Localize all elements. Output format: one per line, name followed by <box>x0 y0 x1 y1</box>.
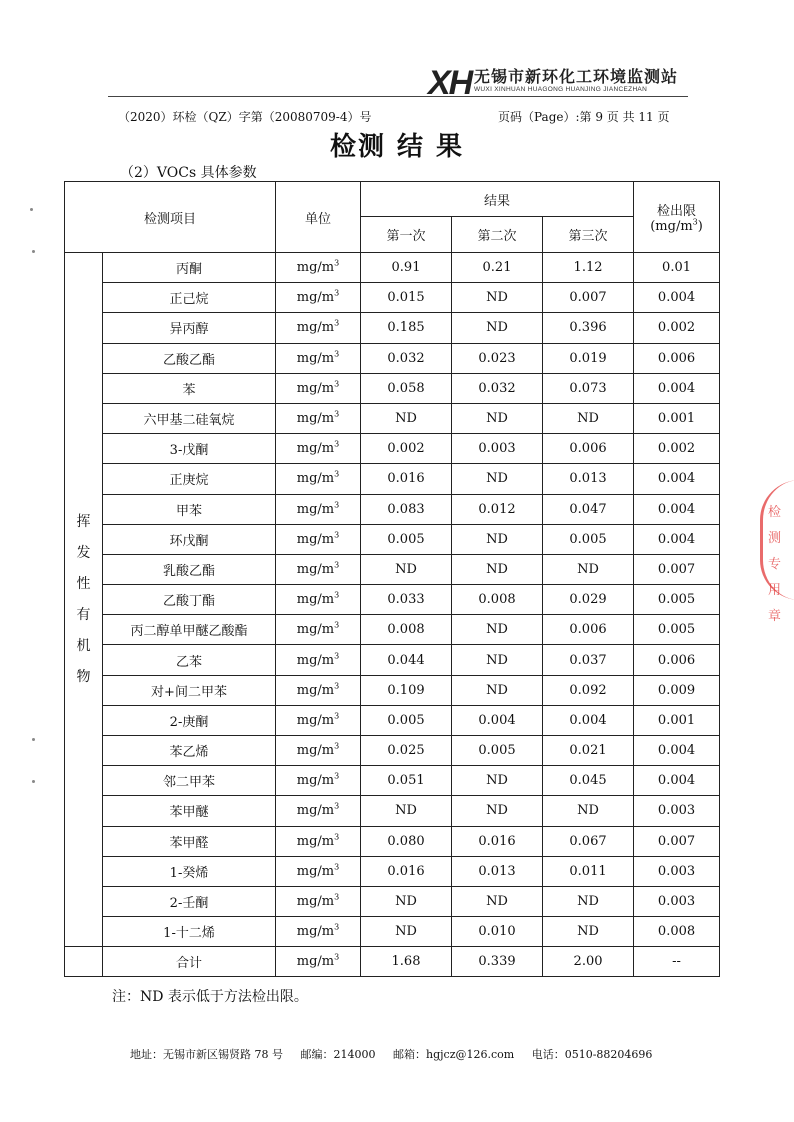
table-row <box>65 645 720 675</box>
unit-cell: $mg/m^3$ <box>276 705 361 735</box>
unit-cell: $mg/m^3$ <box>276 856 361 886</box>
total-label: 合计 <box>103 947 276 977</box>
table-row <box>65 736 720 766</box>
scan-speck <box>30 208 33 211</box>
result-run-3: 0.021 <box>543 736 634 766</box>
detection-limit: 0.004 <box>634 524 720 554</box>
table-row <box>65 253 720 283</box>
detection-limit: 0.003 <box>634 886 720 916</box>
result-run-3: 0.004 <box>543 705 634 735</box>
page-number: 页码（Page）:第 9 页 共 11 页 <box>498 110 670 124</box>
unit-cell: $mg/m^3$ <box>276 494 361 524</box>
result-run-1: ND <box>361 403 452 433</box>
item-name: 2-庚酮 <box>103 705 276 735</box>
header-limit-label: 检出限 <box>657 204 697 219</box>
item-name: 环戊酮 <box>103 524 276 554</box>
item-name: 乙酸乙酯 <box>103 343 276 373</box>
detection-limit: 0.004 <box>634 494 720 524</box>
result-run-3: ND <box>543 886 634 916</box>
table-row <box>65 343 720 373</box>
scan-speck <box>32 738 35 741</box>
result-run-2: 0.032 <box>452 373 543 403</box>
detection-limit: 0.007 <box>634 554 720 584</box>
detection-limit: 0.006 <box>634 645 720 675</box>
unit-cell: $mg/m^3$ <box>276 826 361 856</box>
result-run-3: ND <box>543 796 634 826</box>
result-run-1: 0.008 <box>361 615 452 645</box>
unit-cell: $mg/m^3$ <box>276 283 361 313</box>
table-row <box>65 554 720 584</box>
result-run-1: ND <box>361 917 452 947</box>
result-run-1: 0.015 <box>361 283 452 313</box>
result-run-3: ND <box>543 403 634 433</box>
header-run-3: 第三次 <box>543 217 634 253</box>
item-name: 邻二甲苯 <box>103 766 276 796</box>
unit-cell: $mg/m^3$ <box>276 313 361 343</box>
table-header-row <box>65 182 720 217</box>
result-run-1: 0.109 <box>361 675 452 705</box>
result-run-2: ND <box>452 766 543 796</box>
table-row <box>65 373 720 403</box>
item-name: 对+间二甲苯 <box>103 675 276 705</box>
detection-limit: 0.004 <box>634 283 720 313</box>
footnote: 注：ND 表示低于方法检出限。 <box>112 989 308 1005</box>
item-name: 2-壬酮 <box>103 886 276 916</box>
result-run-1: 0.025 <box>361 736 452 766</box>
unit-cell: $mg/m^3$ <box>276 947 361 977</box>
header-unit: 单位 <box>276 182 361 253</box>
total-category-blank <box>65 947 103 977</box>
result-run-1: 0.016 <box>361 856 452 886</box>
total-run-3: 2.00 <box>543 947 634 977</box>
unit-cell: $mg/m^3$ <box>276 886 361 916</box>
detection-limit: 0.004 <box>634 766 720 796</box>
detection-limit: 0.003 <box>634 856 720 886</box>
detection-limit: 0.007 <box>634 826 720 856</box>
category-cell <box>65 253 103 947</box>
table-row <box>65 675 720 705</box>
result-run-3: 0.037 <box>543 645 634 675</box>
total-run-2: 0.339 <box>452 947 543 977</box>
result-run-3: 0.073 <box>543 373 634 403</box>
unit-cell: $mg/m^3$ <box>276 373 361 403</box>
result-run-2: ND <box>452 886 543 916</box>
table-row <box>65 313 720 343</box>
unit-cell: $mg/m^3$ <box>276 554 361 584</box>
item-name: 正己烷 <box>103 283 276 313</box>
result-run-1: 0.002 <box>361 434 452 464</box>
seal-stamp-text: 检测专用章 <box>768 505 782 624</box>
footer-address: 地址：无锡市新区锡贤路 78 号 <box>130 1048 283 1061</box>
unit-cell: $mg/m^3$ <box>276 615 361 645</box>
voc-results-table <box>64 181 720 977</box>
item-name: 甲苯 <box>103 494 276 524</box>
table-row <box>65 886 720 916</box>
item-name: 六甲基二硅氧烷 <box>103 403 276 433</box>
detection-limit: 0.01 <box>634 253 720 283</box>
total-row <box>65 947 720 977</box>
scan-speck <box>32 250 35 253</box>
total-limit: -- <box>634 947 720 977</box>
result-run-2: ND <box>452 403 543 433</box>
item-name: 正庚烷 <box>103 464 276 494</box>
result-run-3: 0.092 <box>543 675 634 705</box>
result-run-3: 0.029 <box>543 585 634 615</box>
detection-limit: 0.002 <box>634 313 720 343</box>
item-name: 苯乙烯 <box>103 736 276 766</box>
header-limit-unit: $(mg/m^3)$ <box>650 217 703 234</box>
total-run-1: 1.68 <box>361 947 452 977</box>
unit-cell: $mg/m^3$ <box>276 917 361 947</box>
result-run-2: ND <box>452 645 543 675</box>
result-run-2: 0.003 <box>452 434 543 464</box>
unit-cell: $mg/m^3$ <box>276 766 361 796</box>
item-name: 乳酸乙酯 <box>103 554 276 584</box>
scan-speck <box>32 780 35 783</box>
table-row <box>65 705 720 735</box>
header-item: 检测项目 <box>65 182 276 253</box>
footer-postcode: 邮编：214000 <box>300 1048 376 1061</box>
result-run-1: 0.005 <box>361 524 452 554</box>
result-run-3: 0.045 <box>543 766 634 796</box>
item-name: 苯甲醛 <box>103 826 276 856</box>
result-run-1: 0.91 <box>361 253 452 283</box>
detection-limit: 0.003 <box>634 796 720 826</box>
detection-limit: 0.004 <box>634 373 720 403</box>
footer-email: 邮箱：hgjcz@126.com <box>393 1048 515 1061</box>
item-name: 丙酮 <box>103 253 276 283</box>
result-run-3: 0.019 <box>543 343 634 373</box>
result-run-3: 0.006 <box>543 434 634 464</box>
result-run-3: 0.396 <box>543 313 634 343</box>
table-row <box>65 615 720 645</box>
item-name: 1-十二烯 <box>103 917 276 947</box>
result-run-1: 0.185 <box>361 313 452 343</box>
result-run-2: 0.21 <box>452 253 543 283</box>
detection-limit: 0.004 <box>634 464 720 494</box>
item-name: 3-戊酮 <box>103 434 276 464</box>
result-run-3: 0.006 <box>543 615 634 645</box>
company-name-en: WUXI XINHUAN HUAGONG HUANJING JIANCEZHAN <box>474 86 648 93</box>
table-row <box>65 494 720 524</box>
table-row <box>65 434 720 464</box>
item-name: 苯甲醚 <box>103 796 276 826</box>
result-run-3: ND <box>543 917 634 947</box>
table-row <box>65 524 720 554</box>
result-run-2: ND <box>452 554 543 584</box>
unit-cell: $mg/m^3$ <box>276 253 361 283</box>
detection-limit: 0.001 <box>634 403 720 433</box>
unit-cell: $mg/m^3$ <box>276 796 361 826</box>
table-row <box>65 464 720 494</box>
result-run-1: ND <box>361 796 452 826</box>
table-row <box>65 766 720 796</box>
result-run-2: ND <box>452 615 543 645</box>
item-name: 乙苯 <box>103 645 276 675</box>
result-run-2: ND <box>452 283 543 313</box>
category-label: 挥发性有机物 <box>76 513 91 685</box>
result-run-2: ND <box>452 675 543 705</box>
result-run-1: 0.058 <box>361 373 452 403</box>
detection-limit: 0.005 <box>634 585 720 615</box>
result-run-1: 0.032 <box>361 343 452 373</box>
unit-cell: $mg/m^3$ <box>276 524 361 554</box>
report-number: （2020）环检（QZ）字第（20080709-4）号 <box>118 110 372 124</box>
result-run-2: 0.004 <box>452 705 543 735</box>
footer-phone: 电话：0510-88204696 <box>531 1048 653 1061</box>
detection-limit: 0.001 <box>634 705 720 735</box>
table-row <box>65 917 720 947</box>
table-row <box>65 585 720 615</box>
result-run-1: 0.080 <box>361 826 452 856</box>
header-result: 结果 <box>361 182 634 217</box>
unit-cell: $mg/m^3$ <box>276 736 361 766</box>
page-title: 检测 结 果 <box>329 132 465 162</box>
table-row <box>65 856 720 886</box>
unit-cell: $mg/m^3$ <box>276 645 361 675</box>
result-run-1: 0.016 <box>361 464 452 494</box>
header-run-2: 第二次 <box>452 217 543 253</box>
detection-limit: 0.009 <box>634 675 720 705</box>
unit-cell: $mg/m^3$ <box>276 585 361 615</box>
result-run-3: 0.011 <box>543 856 634 886</box>
result-run-2: ND <box>452 524 543 554</box>
result-run-1: ND <box>361 886 452 916</box>
result-run-2: ND <box>452 313 543 343</box>
result-run-2: 0.010 <box>452 917 543 947</box>
result-run-3: 0.047 <box>543 494 634 524</box>
result-run-3: 0.007 <box>543 283 634 313</box>
detection-limit: 0.004 <box>634 736 720 766</box>
unit-cell: $mg/m^3$ <box>276 343 361 373</box>
unit-cell: $mg/m^3$ <box>276 403 361 433</box>
result-run-1: 0.083 <box>361 494 452 524</box>
detection-limit: 0.006 <box>634 343 720 373</box>
result-run-1: 0.033 <box>361 585 452 615</box>
item-name: 苯 <box>103 373 276 403</box>
header-limit <box>634 182 720 253</box>
header-run-1: 第一次 <box>361 217 452 253</box>
item-name: 丙二醇单甲醚乙酸酯 <box>103 615 276 645</box>
table-row <box>65 796 720 826</box>
unit-cell: $mg/m^3$ <box>276 464 361 494</box>
result-run-3: 0.013 <box>543 464 634 494</box>
result-run-2: ND <box>452 796 543 826</box>
result-run-1: 0.005 <box>361 705 452 735</box>
result-run-3: 0.067 <box>543 826 634 856</box>
detection-limit: 0.008 <box>634 917 720 947</box>
company-name-cn: 无锡市新环化工环境监测站 <box>474 67 679 86</box>
logo-mark: XH <box>428 64 472 102</box>
result-run-1: ND <box>361 554 452 584</box>
result-run-2: 0.023 <box>452 343 543 373</box>
item-name: 1-癸烯 <box>103 856 276 886</box>
result-run-2: 0.008 <box>452 585 543 615</box>
result-run-1: 0.044 <box>361 645 452 675</box>
result-run-2: ND <box>452 464 543 494</box>
item-name: 乙酸丁酯 <box>103 585 276 615</box>
result-run-2: 0.012 <box>452 494 543 524</box>
result-run-3: ND <box>543 554 634 584</box>
result-run-2: 0.013 <box>452 856 543 886</box>
table-row <box>65 403 720 433</box>
result-run-1: 0.051 <box>361 766 452 796</box>
result-run-3: 1.12 <box>543 253 634 283</box>
detection-limit: 0.002 <box>634 434 720 464</box>
page-footer <box>130 1046 666 1062</box>
company-logo <box>428 62 688 100</box>
unit-cell: $mg/m^3$ <box>276 675 361 705</box>
unit-cell: $mg/m^3$ <box>276 434 361 464</box>
result-run-2: 0.016 <box>452 826 543 856</box>
detection-limit: 0.005 <box>634 615 720 645</box>
result-run-2: 0.005 <box>452 736 543 766</box>
table-row <box>65 826 720 856</box>
section-subtitle: （2）VOCs 具体参数 <box>120 165 257 181</box>
table-row <box>65 283 720 313</box>
header-divider <box>108 96 688 97</box>
item-name: 异丙醇 <box>103 313 276 343</box>
result-run-3: 0.005 <box>543 524 634 554</box>
